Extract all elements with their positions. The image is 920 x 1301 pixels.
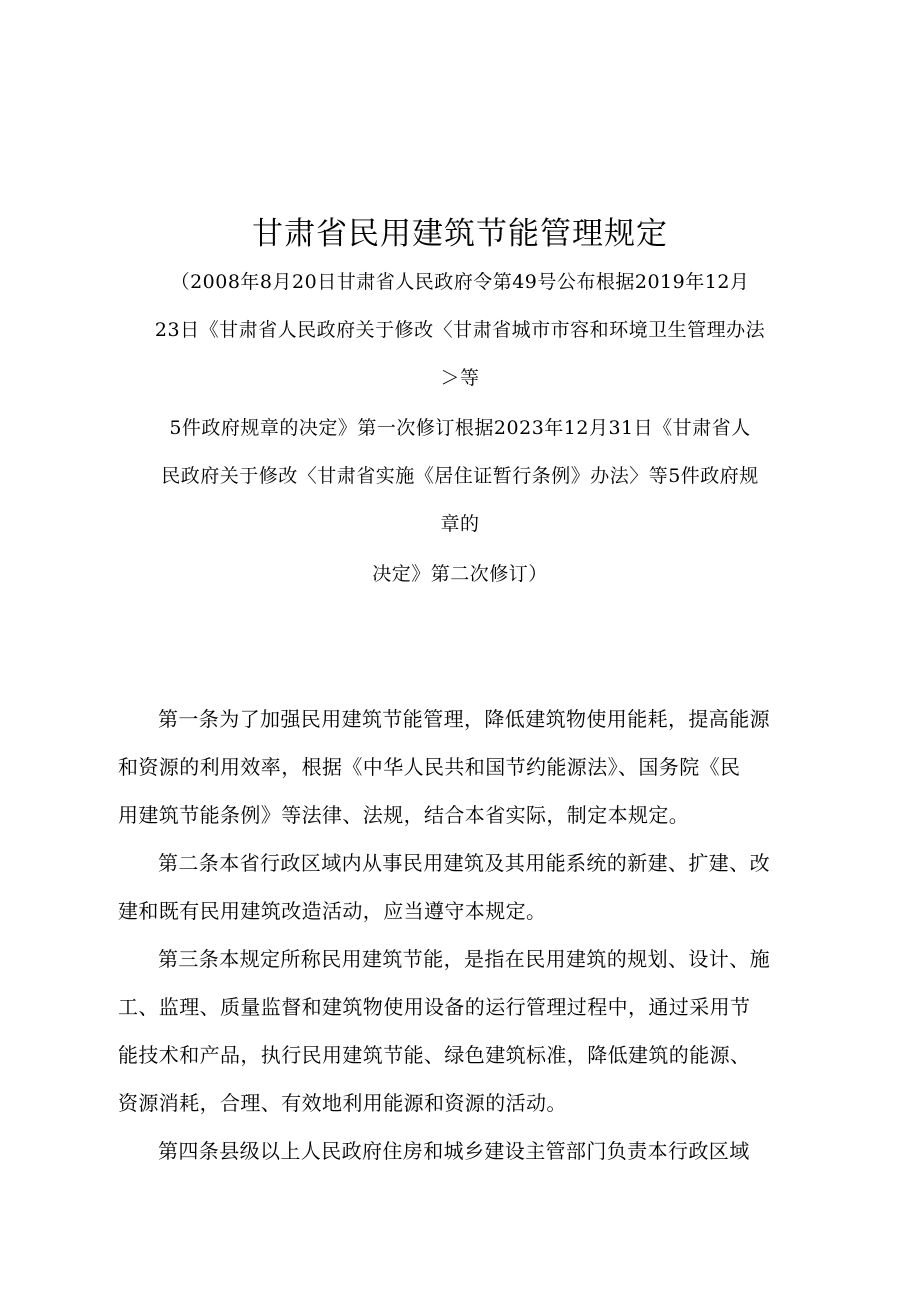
- article-1-line: 和资源的利用效率，根据《中华人民共和国节约能源法》、国务院《民: [118, 755, 741, 779]
- article-1-line: 用建筑节能条例》等法律、法规，结合本省实际，制定本规定。: [118, 803, 690, 827]
- subtitle-line: （2008年8月20日甘肃省人民政府令第49号公布根据2019年12月: [170, 271, 750, 293]
- article-3-line: 第三条本规定所称民用建筑节能，是指在民用建筑的规划、设计、施: [158, 947, 770, 971]
- article-2-line: 建和既有民用建筑改造活动，应当遵守本规定。: [118, 899, 547, 923]
- article-4-line: 第四条县级以上人民政府住房和城乡建设主管部门负责本行政区域: [158, 1139, 750, 1163]
- subtitle-line: ＞等: [440, 367, 480, 389]
- document-title: 甘肃省民用建筑节能管理规定: [252, 216, 668, 252]
- article-3-line: 工、监理、质量监督和建筑物使用设备的运行管理过程中，通过采用节: [118, 995, 751, 1019]
- subtitle-line: 章的: [440, 513, 480, 535]
- subtitle-line: 23日《甘肃省人民政府关于修改〈甘肃省城市市容和环境卫生管理办法: [154, 319, 766, 341]
- subtitle-line: 决定》第二次修订）: [372, 563, 548, 585]
- article-1-line: 第一条为了加强民用建筑节能管理，降低建筑物使用能耗，提高能源: [158, 707, 770, 731]
- subtitle-line: 5件政府规章的决定》第一次修订根据2023年12月31日《甘肃省人: [169, 417, 751, 439]
- subtitle-line: 民政府关于修改〈甘肃省实施《居住证暂行条例》办法〉等5件政府规: [161, 465, 759, 487]
- article-2-line: 第二条本省行政区域内从事民用建筑及其用能系统的新建、扩建、改: [158, 851, 770, 875]
- article-3-line: 资源消耗，合理、有效地利用能源和资源的活动。: [118, 1091, 567, 1115]
- article-3-line: 能技术和产品，执行民用建筑节能、绿色建筑标准，降低建筑的能源、: [118, 1043, 751, 1067]
